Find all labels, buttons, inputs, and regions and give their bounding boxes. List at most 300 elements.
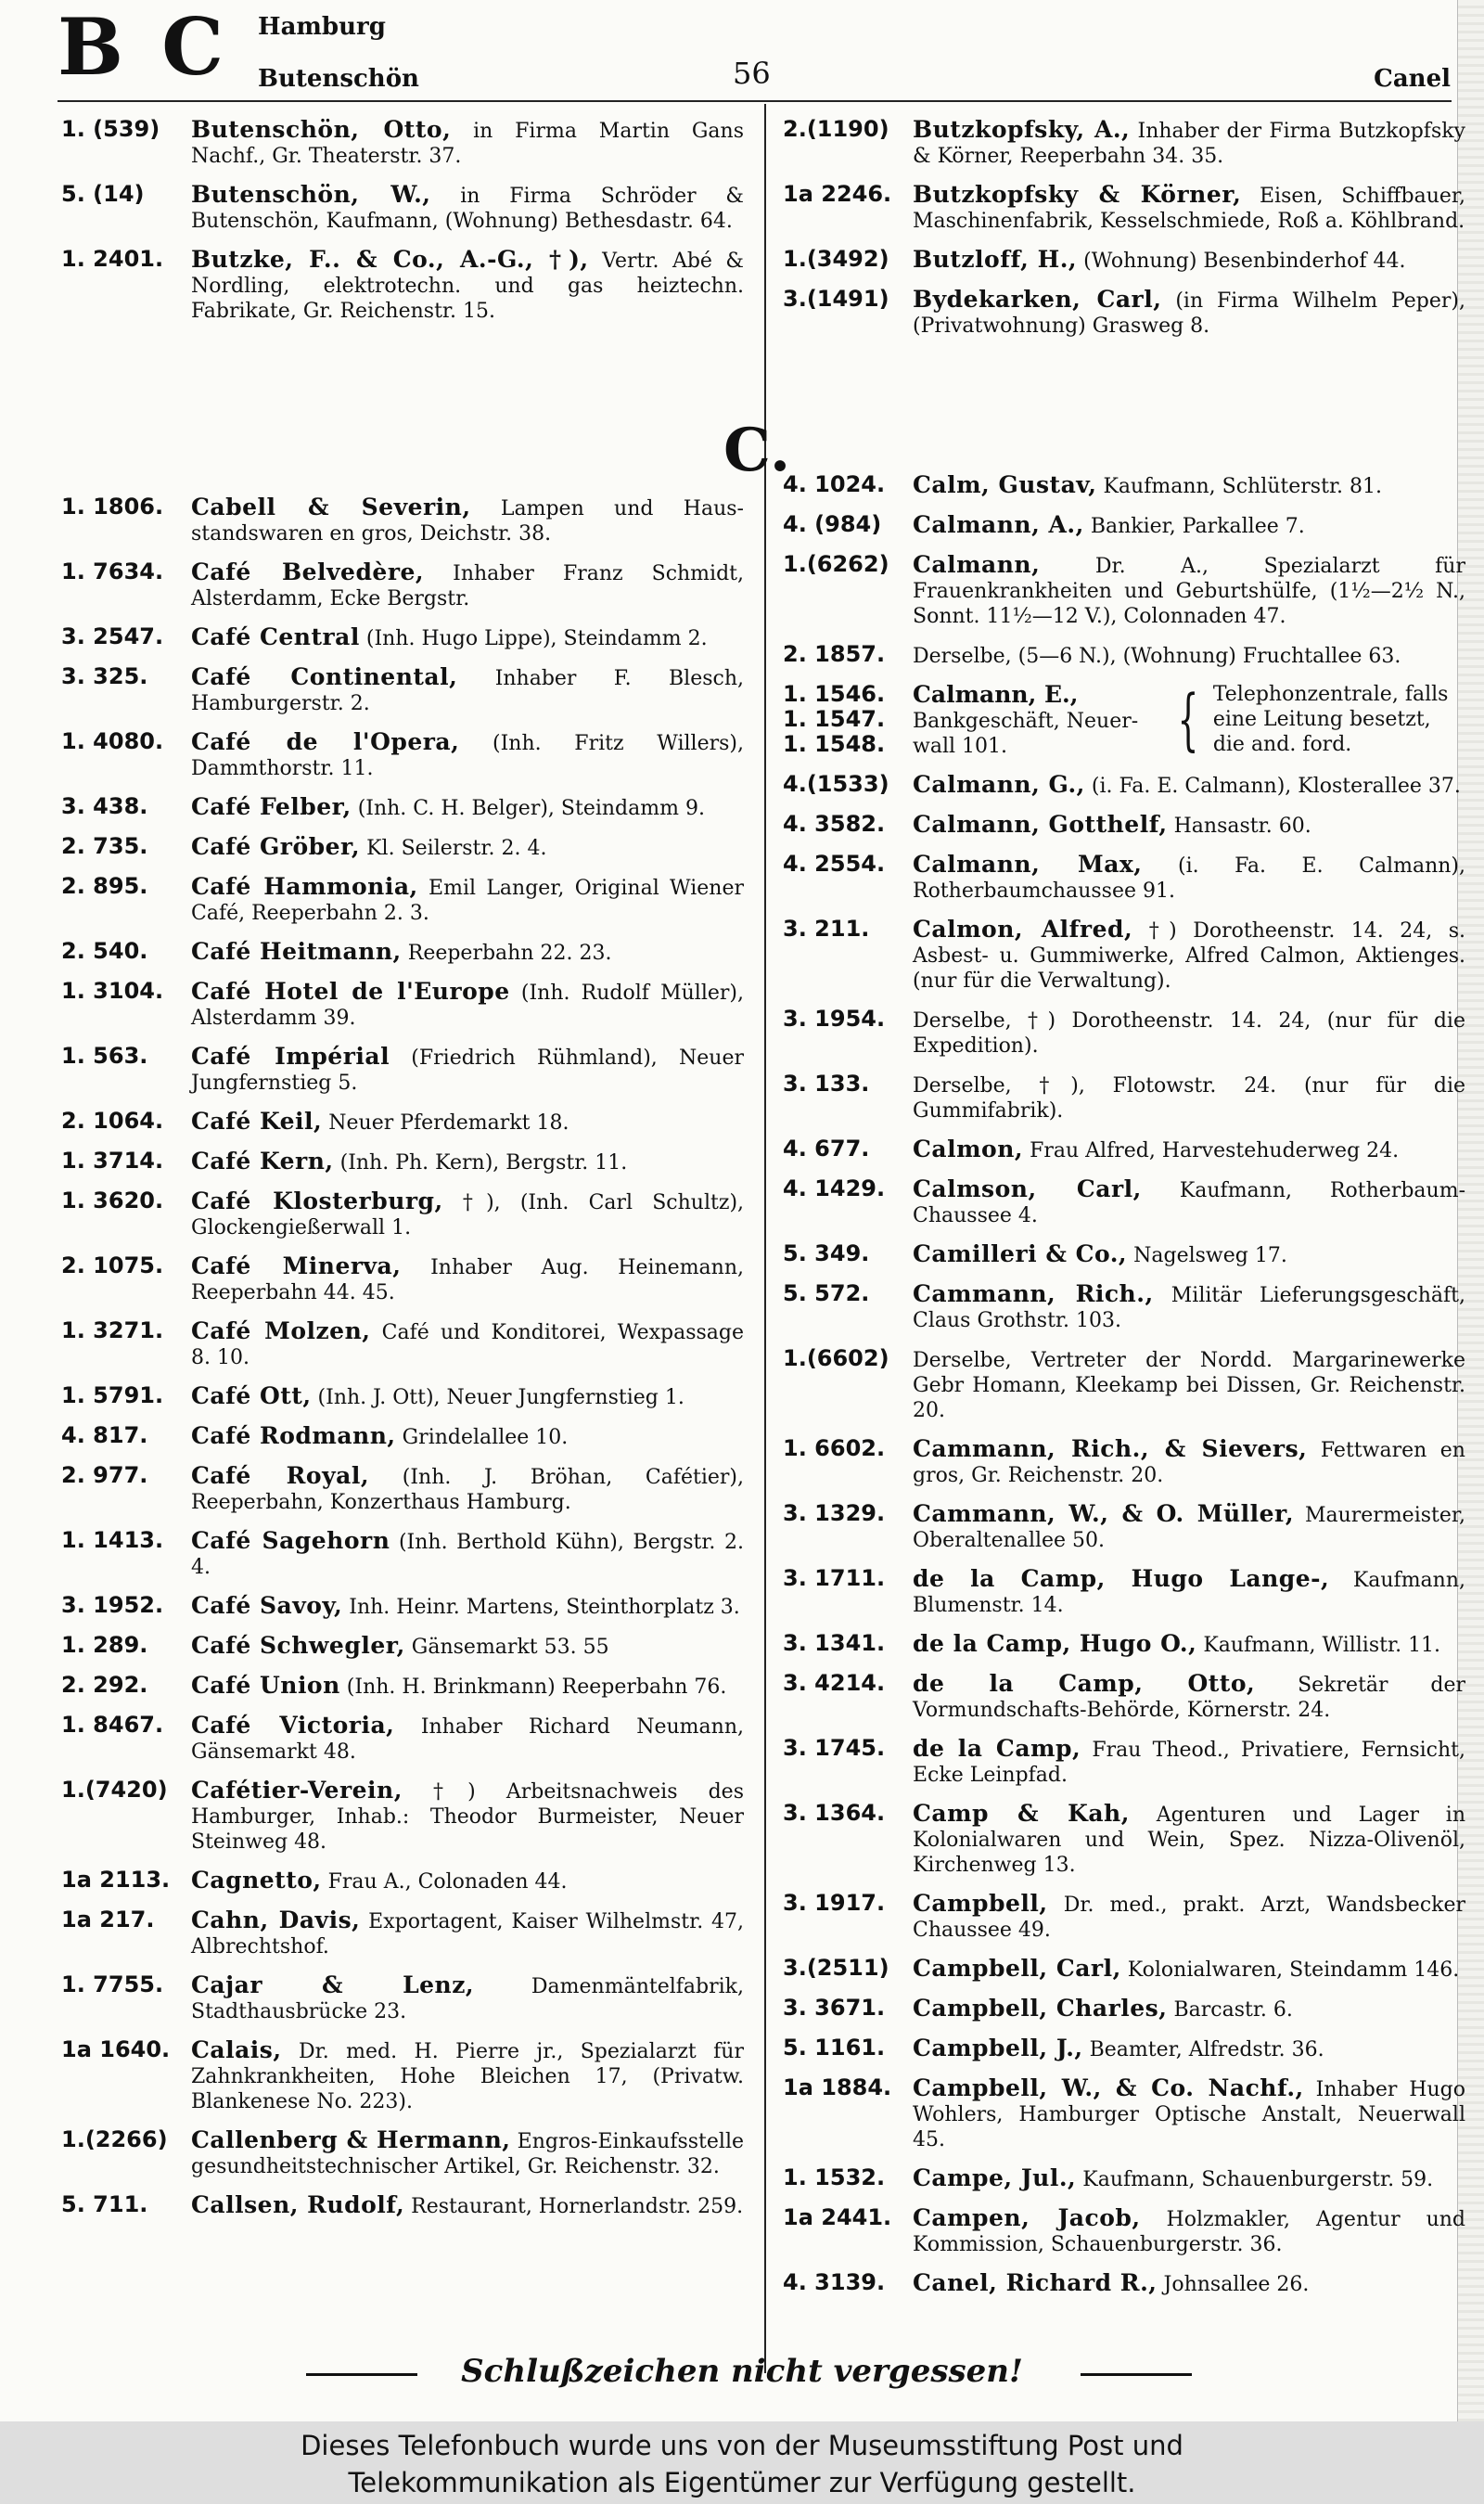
entry-name: Calais, xyxy=(191,2036,282,2063)
directory-entry xyxy=(61,1044,744,1096)
entry-name: Campbell, J., xyxy=(913,2035,1083,2061)
phone-number: 3. 1954. xyxy=(783,1006,886,1032)
directory-entry xyxy=(61,2127,744,2179)
entry-details: Hansastr. 60. xyxy=(1173,815,1311,838)
phone-number: 4. 2554. xyxy=(783,851,886,877)
right-b-entries xyxy=(783,117,1465,339)
group-text: Bankgeschäft, Neuer-wall 101. xyxy=(913,710,1139,758)
entry-name: Café Belvedère, xyxy=(191,559,425,585)
entry-details: †), (Inh. Carl Schultz), Glockengießerwall 1. xyxy=(191,1191,745,1239)
directory-entry xyxy=(783,247,1465,274)
directory-entry xyxy=(61,1633,744,1660)
entry-body xyxy=(913,642,1465,669)
group-body xyxy=(913,682,1163,759)
entry-name: Calmann, G., xyxy=(913,771,1085,798)
phone-number: 1a 1640. xyxy=(61,2036,171,2062)
phone-number: 5. 572. xyxy=(783,1280,870,1306)
phone-number: 1a 2246. xyxy=(783,181,892,207)
entry-name: Café Victoria, xyxy=(191,1712,395,1739)
directory-entry xyxy=(61,1149,744,1175)
directory-entry xyxy=(783,1501,1465,1553)
entry-name: Cammann, W., & O. Müller, xyxy=(913,1500,1295,1527)
directory-entry xyxy=(61,1318,744,1370)
entry-details: (Inh. Berthold Kühn), Bergstr. 2. 4. xyxy=(191,1531,744,1579)
entry-body xyxy=(913,2075,1465,2152)
entry-name: Café Sagehorn xyxy=(191,1527,390,1554)
directory-entry xyxy=(783,1176,1465,1228)
entry-name: Butzkopfsky & Körner, xyxy=(913,181,1242,208)
entry-body xyxy=(913,1072,1465,1124)
entry-details: Kaufmann, Schlüterstr. 81. xyxy=(1103,475,1383,498)
entry-body xyxy=(913,1241,1465,1268)
entry-body xyxy=(191,494,744,546)
entry-details: Inh. Heinr. Martens, Steinthorplatz 3. xyxy=(349,1596,740,1619)
directory-entry xyxy=(783,552,1465,629)
phone-number: 3. 133. xyxy=(783,1071,870,1097)
entry-body xyxy=(191,1907,744,1959)
entry-name: Canel, Richard R., xyxy=(913,2269,1158,2296)
entry-details: Inhaber Richard Neumann, Gänsemarkt 48. xyxy=(191,1715,744,1764)
group-number: 1. 1547. xyxy=(783,706,886,732)
entry-body xyxy=(191,729,744,781)
entry-details: Holzmakler, Agentur und Kommission, Schauenburgerstr. 36. xyxy=(913,2208,1465,2256)
directory-entry xyxy=(61,979,744,1031)
directory-entry xyxy=(783,1671,1465,1723)
entry-body xyxy=(191,1253,744,1305)
entry-name: de la Camp, Hugo O., xyxy=(913,1630,1197,1657)
phone-number: 4. 1024. xyxy=(783,471,886,497)
phone-number: 1. 1532. xyxy=(783,2164,886,2190)
entry-details: (in Firma Wilhelm Peper), (Privatwohnung) Grasweg 8. xyxy=(913,289,1466,338)
directory-entry xyxy=(783,2205,1465,2257)
entry-details: Kaufmann, Rotherbaum-Chaussee 4. xyxy=(913,1179,1465,1227)
entry-body xyxy=(191,794,744,821)
entry-body xyxy=(913,2270,1465,2297)
entry-details: (Inh. Ph. Kern), Bergstr. 11. xyxy=(339,1151,628,1175)
entry-details: Beamter, Alfredstr. 36. xyxy=(1089,2038,1324,2061)
entry-body xyxy=(913,1671,1465,1723)
directory-entry xyxy=(61,1463,744,1515)
entry-name: Campbell, W., & Co. Nachf., xyxy=(913,2074,1304,2101)
directory-entry xyxy=(61,494,744,546)
phone-number: 3. 1329. xyxy=(783,1500,886,1526)
entry-details: (Wohnung) Besenbinderhof 44. xyxy=(1083,250,1406,273)
entry-name: de la Camp, xyxy=(913,1735,1081,1762)
caption-line: Telekommunikation als Eigentümer zur Verfügung gestellt. xyxy=(348,2467,1136,2498)
phone-number: 2. 1075. xyxy=(61,1252,164,1278)
directory-entry xyxy=(783,812,1465,839)
footer-rule-right xyxy=(1081,2373,1192,2376)
header-letters: B C xyxy=(58,1,230,93)
entry-body xyxy=(191,1463,744,1515)
entry-details: Engros-Einkaufsstelle gesundheitstechnischer Artikel, Gr. Reichenstr. 32. xyxy=(191,2130,745,2178)
entry-body xyxy=(913,1346,1465,1423)
entry-name: Butzkopfsky, A., xyxy=(913,116,1131,143)
entry-details: Kaufmann, Blumenstr. 14. xyxy=(913,1569,1465,1617)
phone-number: 1.(3492) xyxy=(783,246,889,272)
directory-entry xyxy=(61,1868,744,1894)
entry-body xyxy=(191,1713,744,1765)
entry-body xyxy=(191,624,744,651)
right-c-top-entries xyxy=(783,472,1465,669)
entry-name: Café Heitmann, xyxy=(191,938,402,965)
entry-details: Kolonialwaren, Steindamm 146. xyxy=(1127,1958,1460,1982)
entry-details: Derselbe, †) Dorotheenstr. 14. 24, (nur für die Expedition). xyxy=(913,1009,1465,1058)
entry-details: (Inh. Hugo Lippe), Steindamm 2. xyxy=(365,627,708,650)
entry-name: Calmann, A., xyxy=(913,511,1084,538)
caption-line: Dieses Telefonbuch wurde uns von der Museumsstiftung Post und xyxy=(301,2430,1183,2461)
group-note: Telephonzentrale, falls eine Leitung besetzt, die and. ford. xyxy=(1212,683,1449,756)
directory-entry xyxy=(61,624,744,651)
entry-name: Café Gröber, xyxy=(191,833,361,860)
phone-number: 3. 438. xyxy=(61,793,148,819)
phone-number: 1.(6262) xyxy=(783,551,889,577)
entry-details: †) Arbeitsnachweis des Hamburger, Inhab.: Theodor Burmeister, Neuer Steinweg 48. xyxy=(191,1780,744,1854)
entry-body xyxy=(191,2127,744,2179)
phone-number: 1. 3104. xyxy=(61,978,164,1004)
entry-details: Lampen und Haus-standswaren en gros, Deichstr. 38. xyxy=(191,497,744,546)
entry-body xyxy=(913,1891,1465,1943)
entry-details: Derselbe, (5—6 N.), (Wohnung) Fruchtallee 63. xyxy=(913,645,1401,668)
phone-number: 1. (539) xyxy=(61,116,160,142)
directory-entry xyxy=(783,1007,1465,1059)
directory-entry xyxy=(783,2035,1465,2062)
phone-number: 2. 540. xyxy=(61,938,148,964)
entry-name: Café Rodmann, xyxy=(191,1422,396,1449)
entry-body xyxy=(191,1383,744,1410)
entry-details: Derselbe, †), Flotowstr. 24. (nur für die Gummifabrik). xyxy=(913,1074,1465,1123)
entry-body xyxy=(191,1423,744,1450)
phone-number: 2. 977. xyxy=(61,1462,148,1488)
entry-body xyxy=(191,182,744,234)
section-gap xyxy=(61,337,744,494)
phone-number: 1a 2441. xyxy=(783,2204,892,2230)
directory-entry xyxy=(783,1281,1465,1333)
entry-details: in Firma Schröder & Butenschön, Kaufmann, (Wohnung) Bethesdastr. 64. xyxy=(191,185,745,233)
directory-entry xyxy=(783,772,1465,799)
directory-entry xyxy=(783,2075,1465,2152)
phone-number: 1. 3620. xyxy=(61,1188,164,1213)
directory-entry xyxy=(61,794,744,821)
entry-body xyxy=(191,2192,744,2219)
header-last-entry: Canel xyxy=(1374,65,1451,93)
entry-name: Café de l'Opera, xyxy=(191,728,460,755)
directory-entry xyxy=(783,117,1465,169)
entry-details: Restaurant, Hornerlandstr. 259. xyxy=(411,2195,744,2218)
entry-details: †) Dorotheenstr. 14. 24, s. Asbest- u. Gummiwerke, Alfred Calmon, Aktienges. (nur für die Verwaltung). xyxy=(913,919,1465,993)
phone-number: 1. 4080. xyxy=(61,728,164,754)
directory-entry xyxy=(783,917,1465,994)
entry-name: Café Central xyxy=(191,623,360,650)
entry-body xyxy=(191,874,744,926)
entry-body xyxy=(913,512,1465,539)
phone-number: 1. 7634. xyxy=(61,559,164,584)
entry-body xyxy=(913,2205,1465,2257)
directory-entry xyxy=(61,729,744,781)
right-column xyxy=(783,117,1465,2310)
phone-number: 2. 292. xyxy=(61,1672,148,1698)
entry-name: Cammann, Rich., & Sievers, xyxy=(913,1435,1308,1462)
entry-name: Café Molzen, xyxy=(191,1317,371,1344)
entry-body xyxy=(913,287,1465,339)
entry-details: Inhaber Aug. Heinemann, Reeperbahn 44. 45. xyxy=(191,1256,744,1304)
entry-details: (Inh. Rudolf Müller), Alsterdamm 39. xyxy=(191,982,744,1030)
phone-number: 1. 3271. xyxy=(61,1317,164,1343)
directory-entry xyxy=(61,1713,744,1765)
entry-body xyxy=(191,1633,744,1660)
directory-entry xyxy=(783,1241,1465,1268)
entry-body xyxy=(191,117,744,169)
group-number: 1. 1548. xyxy=(783,731,886,757)
group-number: 1. 1546. xyxy=(783,681,886,707)
directory-entry xyxy=(783,1346,1465,1423)
entry-details: Reeperbahn 22. 23. xyxy=(407,942,612,965)
entry-details: Inhaber der Firma Butzkopfsky & Körner, Reeperbahn 34. 35. xyxy=(913,120,1465,168)
entry-details: Dr. med. H. Pierre jr., Spezialarzt für Zahnkrankheiten, Hohe Bleichen 17, (Privatw. Blankenese No. 223). xyxy=(191,2040,744,2113)
entry-body xyxy=(191,1778,744,1855)
footer-reminder: Schlußzeichen nicht vergessen! xyxy=(461,2353,1023,2390)
entry-details: (i. Fa. E. Calmann), Rotherbaumchaussee 91. xyxy=(913,854,1465,903)
section-gap xyxy=(783,352,1465,472)
phone-number: 3. 1917. xyxy=(783,1890,886,1916)
phone-number: 3. 3671. xyxy=(783,1995,886,2021)
entry-body xyxy=(191,1149,744,1175)
entry-body xyxy=(913,1436,1465,1488)
entry-details: Frau Theod., Privatiere, Fernsicht, Ecke Leinpfad. xyxy=(913,1739,1465,1787)
directory-entry xyxy=(61,182,744,234)
entry-details: Barcastr. 6. xyxy=(1173,1998,1293,2022)
phone-number: 2.(1190) xyxy=(783,116,889,142)
directory-entry xyxy=(783,2270,1465,2297)
directory-entry xyxy=(61,247,744,324)
entry-body xyxy=(913,772,1465,799)
entry-details: Kaufmann, Willistr. 11. xyxy=(1203,1634,1441,1657)
directory-entry xyxy=(783,1891,1465,1943)
phone-number: 1a 1884. xyxy=(783,2074,892,2100)
entry-name: Café Felber, xyxy=(191,793,352,820)
entry-details: Nagelsweg 17. xyxy=(1133,1244,1287,1267)
directory-entry xyxy=(61,1253,744,1305)
entry-body xyxy=(913,1566,1465,1618)
directory-entry xyxy=(61,1673,744,1700)
entry-body xyxy=(913,1801,1465,1878)
phone-number: 1.(6602) xyxy=(783,1345,889,1371)
group-numbers xyxy=(783,682,913,759)
entry-details: Damenmäntelfabrik, Stadthausbrücke 23. xyxy=(191,1975,744,2023)
entry-body xyxy=(191,1673,744,1700)
entry-name: Calmson, Carl, xyxy=(913,1175,1142,1202)
entry-body xyxy=(191,1528,744,1580)
entry-details: Dr. med., prakt. Arzt, Wandsbecker Chaussee 49. xyxy=(913,1894,1466,1942)
entry-body xyxy=(191,1593,744,1620)
page-number: 56 xyxy=(733,56,771,91)
phone-number: 4.(1533) xyxy=(783,771,889,797)
entry-details: Emil Langer, Original Wiener Café, Reeperbahn 2. 3. xyxy=(191,877,744,925)
entry-body xyxy=(913,852,1465,904)
directory-entry xyxy=(61,559,744,611)
directory-entry xyxy=(783,1801,1465,1878)
entry-name: Calmon, xyxy=(913,1136,1024,1162)
entry-details: Dr. A., Spezialarzt für Frauenkrankheiten und Geburtshülfe, (1½—2½ N., Sonnt. 11½—12 V.), Colonnaden 47. xyxy=(913,555,1465,628)
entry-details: (Friedrich Rühmland), Neuer Jungfernstieg 5. xyxy=(191,1047,744,1095)
phone-number: 3. 2547. xyxy=(61,623,164,649)
entry-body xyxy=(913,1501,1465,1553)
archive-caption xyxy=(0,2421,1484,2504)
directory-entry xyxy=(61,834,744,861)
entry-details: Inhaber F. Blesch, Hamburgerstr. 2. xyxy=(191,667,744,715)
entry-body xyxy=(913,917,1465,994)
entry-body xyxy=(191,1972,744,2024)
phone-number: 5. 1161. xyxy=(783,2035,886,2061)
entry-body xyxy=(191,559,744,611)
entry-name: Butzke, F.. & Co., A.-G., †), xyxy=(191,246,589,273)
entry-body xyxy=(913,1281,1465,1333)
phone-number: 1. 6602. xyxy=(783,1435,886,1461)
phone-number: 2. 1857. xyxy=(783,641,886,667)
entry-name: Café Impérial xyxy=(191,1043,390,1070)
entry-body xyxy=(191,979,744,1031)
entry-details: (Inh. Fritz Willers), Dammthorstr. 11. xyxy=(191,732,744,780)
entry-details: Derselbe, Vertreter der Nordd. Margarinewerke Gebr Homann, Kleekamp bei Dissen, Gr. Reichenstr. 20. xyxy=(913,1349,1465,1422)
phone-number: 3. 1952. xyxy=(61,1592,164,1618)
entry-name: Calmann, Max, xyxy=(913,851,1143,878)
entry-details: Militär Lieferungsgeschäft, Claus Grothstr. 103. xyxy=(913,1284,1466,1332)
right-c-bottom-entries xyxy=(783,772,1465,2297)
entry-details: (i. Fa. E. Calmann), Klosterallee 37. xyxy=(1091,775,1461,798)
phone-number: 4. 817. xyxy=(61,1422,148,1448)
phone-number: 1.(2266) xyxy=(61,2126,168,2152)
entry-body xyxy=(913,472,1465,499)
directory-entry xyxy=(61,664,744,716)
entry-name: de la Camp, Hugo Lange-, xyxy=(913,1565,1330,1592)
entry-details: Café und Konditorei, Wexpassage 8. 10. xyxy=(191,1321,744,1369)
entry-details: Grindelallee 10. xyxy=(402,1426,569,1449)
phone-number: 1. 8467. xyxy=(61,1712,164,1738)
entry-details: Kl. Seilerstr. 2. 4. xyxy=(366,837,547,860)
entry-body xyxy=(913,2035,1465,2062)
phone-number: 1. 2401. xyxy=(61,246,164,272)
entry-details: Sekretär der Vormundschafts-Behörde, Körnerstr. 24. xyxy=(913,1674,1466,1722)
directory-entry xyxy=(61,2192,744,2219)
phone-number: 1. 563. xyxy=(61,1043,148,1069)
entry-body xyxy=(191,834,744,861)
directory-entry xyxy=(783,1566,1465,1618)
phone-number: 4. (984) xyxy=(783,511,882,537)
entry-name: Callenberg & Hermann, xyxy=(191,2126,511,2153)
section-letter: C. xyxy=(723,416,791,485)
directory-entry xyxy=(61,1528,744,1580)
header-range-from: Hamburg xyxy=(258,13,386,41)
entry-name: Café Hammonia, xyxy=(191,873,418,900)
entry-name: Camp & Kah, xyxy=(913,1800,1130,1827)
entry-name: Butzloff, H., xyxy=(913,246,1078,273)
phone-number: 3. 211. xyxy=(783,916,870,942)
phone-number: 1. 7755. xyxy=(61,1971,164,1997)
phone-number: 3. 1341. xyxy=(783,1630,886,1656)
entry-name: Campen, Jacob, xyxy=(913,2204,1141,2231)
entry-name: Calmann, xyxy=(913,551,1041,578)
group-name: Calmann, E., xyxy=(913,681,1079,708)
directory-entry xyxy=(61,1593,744,1620)
entry-details: Frau Alfred, Harvestehuderweg 24. xyxy=(1030,1139,1400,1162)
entry-details: (Inh. H. Brinkmann) Reeperbahn 76. xyxy=(346,1676,727,1699)
entry-name: Café Minerva, xyxy=(191,1252,402,1279)
phone-number: 3. 1745. xyxy=(783,1735,886,1761)
entry-name: Café Continental, xyxy=(191,663,458,690)
entry-name: Callsen, Rudolf, xyxy=(191,2191,405,2218)
entry-name: Camilleri & Co., xyxy=(913,1240,1128,1267)
entry-name: Campe, Jul., xyxy=(913,2164,1077,2191)
entry-name: Cagnetto, xyxy=(191,1867,322,1894)
entry-details: Neuer Pferdemarkt 18. xyxy=(328,1111,569,1135)
directory-entry xyxy=(783,182,1465,234)
phone-number: 3. 4214. xyxy=(783,1670,886,1696)
header-range-to: Butenschön xyxy=(258,65,419,93)
entry-body xyxy=(191,247,744,324)
entry-name: Calmann, Gotthelf, xyxy=(913,811,1168,838)
phone-number: 1a 2113. xyxy=(61,1867,171,1893)
directory-entry xyxy=(783,1136,1465,1163)
entry-name: Café Klosterburg, xyxy=(191,1188,443,1214)
entry-details: Gänsemarkt 53. 55 xyxy=(411,1636,609,1659)
entry-name: Calmon, Alfred, xyxy=(913,916,1133,943)
entry-name: Cajar & Lenz, xyxy=(191,1971,475,1998)
directory-entry xyxy=(61,1778,744,1855)
entry-body xyxy=(913,1007,1465,1059)
directory-entry xyxy=(783,287,1465,339)
entry-name: Campbell, Carl, xyxy=(913,1955,1121,1982)
phone-number: 1. 3714. xyxy=(61,1148,164,1174)
left-column xyxy=(61,117,744,2232)
entry-details: (Inh. J. Ott), Neuer Jungfernstieg 1. xyxy=(317,1386,684,1409)
entry-body xyxy=(191,2037,744,2114)
entry-name: Café Schwegler, xyxy=(191,1632,405,1659)
phone-number: 5. 711. xyxy=(61,2191,148,2217)
directory-entry xyxy=(61,874,744,926)
phone-number: 1.(7420) xyxy=(61,1777,168,1803)
entry-body xyxy=(913,812,1465,839)
entry-details: (Inh. J. Bröhan, Cafétier), Reeperbahn, Konzerthaus Hamburg. xyxy=(191,1466,745,1514)
directory-entry xyxy=(61,1188,744,1240)
entry-details: Inhaber Hugo Wohlers, Hamburger Optische Anstalt, Neuerwall 45. xyxy=(913,2078,1465,2151)
entry-body xyxy=(913,117,1465,169)
entry-body xyxy=(191,1868,744,1894)
phone-number: 4. 677. xyxy=(783,1136,870,1162)
entry-name: Butenschön, W., xyxy=(191,181,431,208)
entry-details: in Firma Martin Gans Nachf., Gr. Theaterstr. 37. xyxy=(191,120,744,168)
entry-name: Café Union xyxy=(191,1672,340,1699)
entry-body xyxy=(913,182,1465,234)
directory-entry xyxy=(783,1996,1465,2022)
phone-number: 1. 1806. xyxy=(61,494,164,520)
entry-name: Café Keil, xyxy=(191,1108,323,1135)
phone-number: 1. 5791. xyxy=(61,1382,164,1408)
entry-body xyxy=(191,1044,744,1096)
entry-details: Bankier, Parkallee 7. xyxy=(1090,515,1305,538)
entry-body xyxy=(191,1318,744,1370)
phone-number: 4. 3582. xyxy=(783,811,886,837)
entry-name: Cahn, Davis, xyxy=(191,1907,361,1933)
entry-name: Bydekarken, Carl, xyxy=(913,286,1162,313)
left-c-entries xyxy=(61,494,744,2219)
directory-entry xyxy=(783,1436,1465,1488)
directory-entry xyxy=(783,642,1465,669)
entry-name: Cafétier-Verein, xyxy=(191,1777,403,1804)
phone-number: 3. 1711. xyxy=(783,1565,886,1591)
directory-entry xyxy=(783,512,1465,539)
directory-entry xyxy=(61,1972,744,2024)
entry-body xyxy=(191,939,744,966)
